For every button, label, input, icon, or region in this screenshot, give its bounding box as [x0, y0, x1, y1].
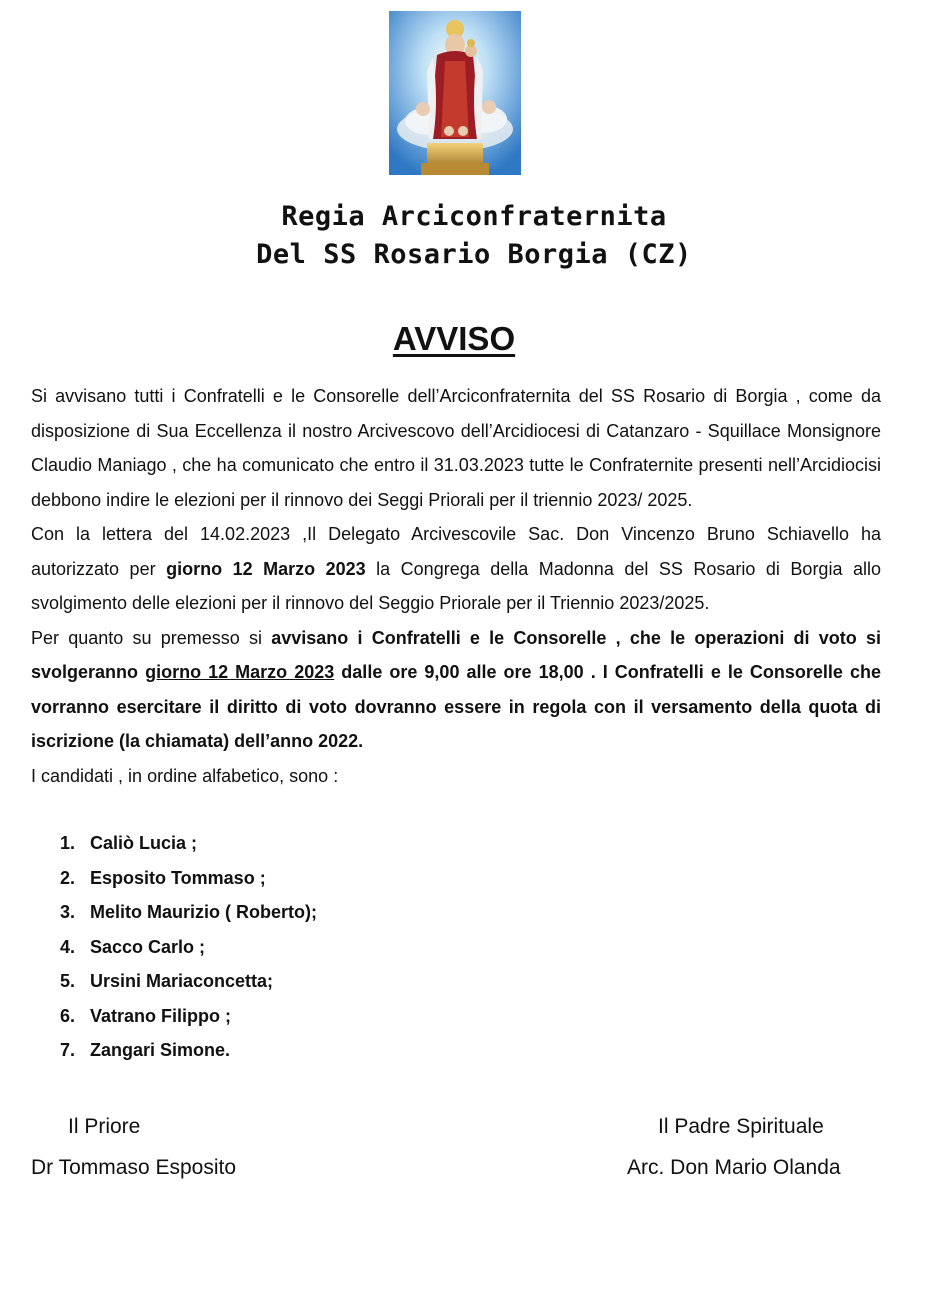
candidates-list [60, 826, 317, 1068]
candidate-name: Melito Maurizio ( Roberto); [90, 902, 317, 922]
notice-body [31, 379, 881, 793]
paragraph-1: Si avvisano tutti i Confratelli e le Consorelle dell’Arciconfraternita del SS Rosario di Borgia , come da disposizione di Sua Eccellenza il nostro Arcivescovo dell’Arcidiocesi di Catanzaro - Squillace Monsignore Claudio Maniago , che ha comunicato che entro il 31.03.2023 tutte le Confraternite presenti nell’Arcidiocisi debbono indire le elezioni per il rinnovo dei Seggi Priorali per il triennio 2023/ 2025. [31, 386, 881, 510]
notice-title: AVVISO [392, 320, 516, 357]
prior-role: Il Priore [68, 1115, 141, 1138]
candidate-name: Caliò Lucia ; [90, 833, 198, 853]
candidate-name: Esposito Tommaso ; [90, 867, 266, 888]
spiritual-father-name: Arc. Don Mario Olanda [627, 1156, 841, 1179]
paragraph-2-text-b: la Congrega della Madonna del SS Rosario di Borgia allo svolgimento delle elezioni per il rinnovo del Seggio Priorale per il Triennio 2023/2025. [31, 558, 881, 613]
candidates-intro: I candidati , in ordine alfabetico, sono : [31, 765, 339, 786]
paragraph-3-bold-1: avvisano i Confratelli e le Consorelle , che le operazioni di voto si svolgeranno [31, 627, 881, 682]
candidate-name: Sacco Carlo ; [90, 936, 206, 957]
madonna-statue-image [389, 11, 521, 175]
paragraph-2-text-a: Con la lettera del 14.02.2023 ,Il Delegato Arcivescovile Sac. Don Vincenzo Bruno Schiavello ha autorizzato per [31, 524, 881, 579]
list-item: 2. Esposito Tommaso ; [60, 867, 266, 888]
paragraph-3 [31, 621, 881, 759]
organization-title-line2: Del SS Rosario Borgia (CZ) [256, 239, 692, 270]
election-date-bold: giorno 12 Marzo 2023 [166, 558, 366, 579]
paragraph-2 [31, 517, 881, 621]
organization-title [0, 198, 948, 274]
candidate-name: Ursini Mariaconcetta; [90, 971, 274, 991]
paragraph-3-bold-2: dalle ore 9,00 alle ore 18,00 . I Confratelli e le Consorelle che vorranno esercitare il diritto di voto dovranno essere in regola con il versamento della quota di iscrizione (la chiamata) dell’anno 2022. [31, 662, 882, 751]
voting-date-underlined: giorno 12 Marzo 2023 [145, 662, 335, 682]
paragraph-3-text-a: Per quanto su premesso si [31, 627, 272, 648]
list-item: 7. Zangari Simone. [60, 1040, 231, 1060]
list-item: 3. Melito Maurizio ( Roberto); [60, 902, 317, 922]
prior-name: Dr Tommaso Esposito [31, 1156, 237, 1179]
list-item: 1. Caliò Lucia ; [60, 833, 198, 853]
list-item: 6. Vatrano Filippo ; [60, 1005, 232, 1026]
organization-title-line1: Regia Arciconfraternita [281, 201, 667, 232]
candidate-name: Vatrano Filippo ; [90, 1005, 232, 1026]
list-item: 5. Ursini Mariaconcetta; [60, 971, 274, 991]
spiritual-father-role: Il Padre Spirituale [658, 1115, 824, 1138]
candidate-name: Zangari Simone. [90, 1040, 231, 1060]
list-item: 4. Sacco Carlo ; [60, 936, 206, 957]
